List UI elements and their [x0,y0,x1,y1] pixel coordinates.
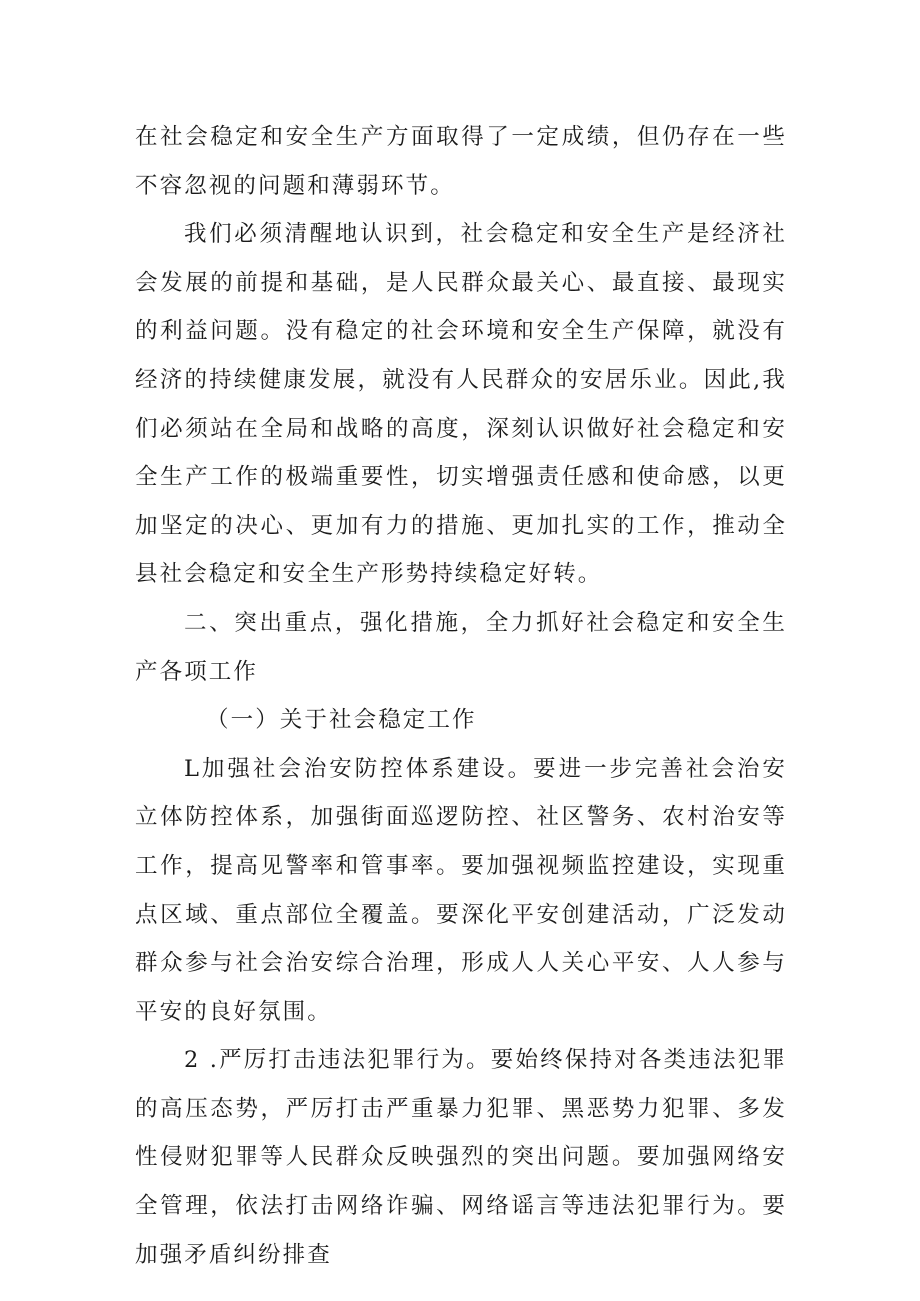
paragraph-continuation: 在社会稳定和安全生产方面取得了一定成绩，但仍存在一些不容忽视的问题和薄弱环节。 [135,124,787,199]
item-one-prevention-system: L加强社会治安防控体系建设。要进一步完善社会治安立体防控体系，加强街面巡逻防控、社区警务、农村治安等工作，提高见警率和管事率。要加强视频监控建设，实现重点区域、重点部位全覆盖。要深化平安创建活动，广泛发动群众参与社会治安综合治理，形成人人关心平安、人人参与平安的良好氛围。 [135,755,787,1025]
document-body [135,113,787,1279]
paragraph-awareness: 我们必须清醒地认识到，社会稳定和安全生产是经济社会发展的前提和基础，是人民群众最关心、最直接、最现实的利益问题。没有稳定的社会环境和安全生产保障，就没有经济的持续健康发展，就没有人民群众的安居乐业。因此,我们必须站在全局和战略的高度，深刻认识做好社会稳定和安全生产工作的极端重要性，切实增强责任感和使命感，以更加坚定的决心、更加有力的措施、更加扎实的工作，推动全县社会稳定和安全生产形势持续稳定好转。 [135,221,787,588]
section-heading-two: 二、突出重点，强化措施，全力抓好社会稳定和安全生产各项工作 [135,609,787,685]
item-two-crackdown: 2 .严厉打击违法犯罪行为。要始终保持对各类违法犯罪的高压态势，严厉打击严重暴力犯罪、黑恶势力犯罪、多发性侵财犯罪等人民群众反映强烈的突出问题。要加强网络安全管理，依法打击网络诈骗、网络谣言等违法犯罪行为。要加强矛盾纠纷排查 [135,1047,787,1268]
subsection-heading-social-stability: （一）关于社会稳定工作 [206,707,477,734]
